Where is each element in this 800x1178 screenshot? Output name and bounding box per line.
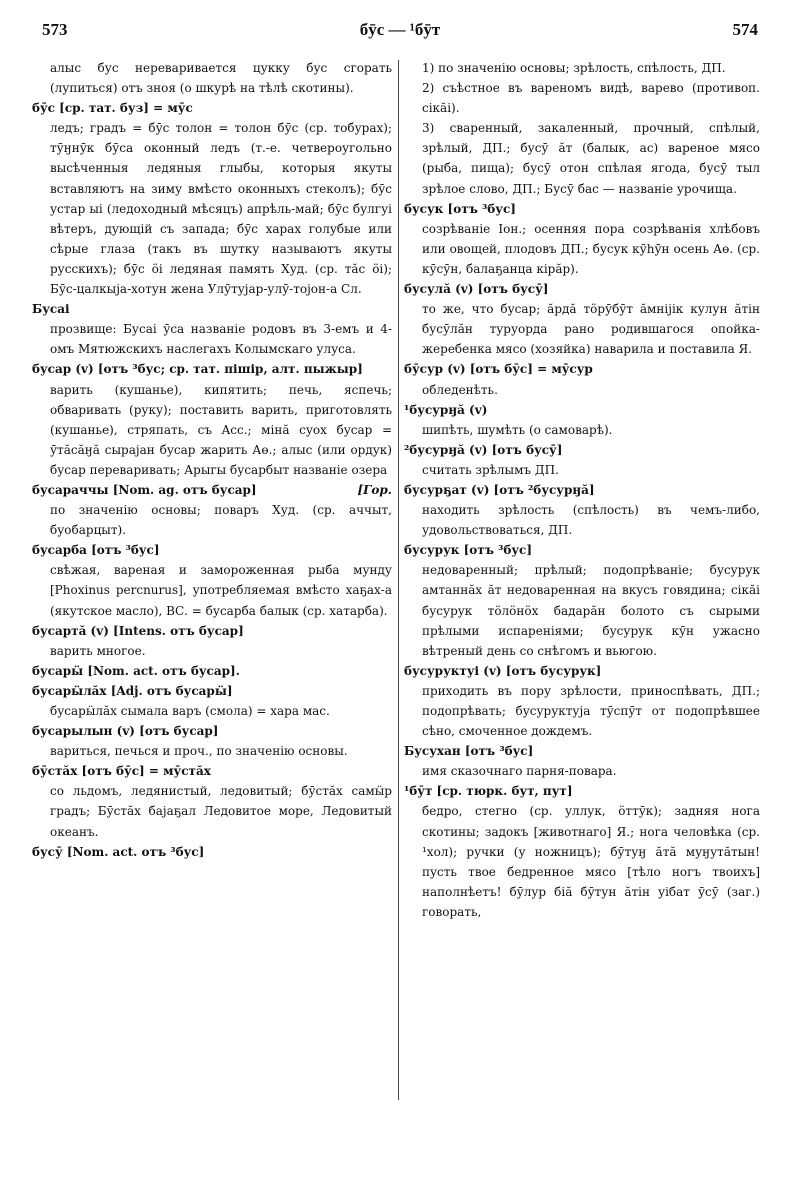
entry [404,540,760,661]
headword: бусулӑ (v) [отъ бусӯ] [404,282,549,297]
headword: ²бусурӈӑ (v) [отъ бусӯ] [404,442,563,457]
definition: обледенѣть. [422,382,498,397]
definition: прозвище: Бусаі ӯса названіе родовъ въ 3-емъ и 4-омъ Мятюжскихъ наслегахъ Колымскаго улуса. [50,322,392,357]
headword: ¹бӯт [ср. тюрк. бут, пут] [404,784,573,799]
definition: варить многое. [50,643,146,658]
entry [32,98,392,299]
entry [404,661,760,741]
entry [404,279,760,359]
headword: бӯсур (v) [отъ бӯс] = мӯсур [404,362,593,377]
headword: бусӯ [Nom. act. отъ ³бус] [32,844,205,859]
headword: Бусухан [отъ ³бус] [404,744,534,759]
sense-3: 3) сваренный, закаленный, прочный, спѣлый, зрѣлый, ДП.; бусӯ ӑт (балык, ас) вареное мясо (рыба, пища); бусӯ отон спѣлая ягода, бусӯ тыл зрѣлое слово, ДП.; Бусӯ бас — названіе урочища. [422,121,760,196]
entry [404,440,760,480]
continuation-text: алыс бус нереваривается цукку бус сгорать (лупиться) отъ зноя (о шкурѣ на тѣлѣ скотины). [50,61,392,96]
definition: считать зрѣлымъ ДП. [422,462,559,477]
entry [404,781,760,922]
headword: бусарылын (v) [отъ бусар] [32,724,219,739]
definition: имя сказочнаго парня-повара. [422,764,617,779]
headword: бусарба [отъ ³бус] [32,543,160,558]
entry [32,842,392,862]
definition: шипѣть, шумѣть (о самоварѣ). [422,422,613,437]
entry [404,741,760,781]
headword: бусук [отъ ³бус] [404,201,516,216]
entry [32,480,392,540]
headword [32,480,392,500]
definition: созрѣваніе Іон.; осенняя пора созрѣванія хлѣбовъ или овощей, плодовъ ДП.; бусук кӯһӯн осень Аө. (ср. кӯсӯн, балаҕанца кірӑр). [422,221,760,276]
entry [32,359,392,480]
headword: бусарӹлӑх [Adj. отъ бусарӹ] [32,683,233,698]
entry [32,761,392,841]
headword: бусурҕат (v) [отъ ²бусурӈӑ] [404,482,595,497]
entry [404,199,760,279]
headword-text: бусараччы [Nom. ag. отъ бусар] [32,482,257,497]
definition: варить (кушанье), кипятить; печь, яспечь; обваривать (руку); поставить варить, приготовлять (кушанье), стряпать, съ Acc.; мінӑ суох бусар = ӯтӑсӑӈӑ сырајан бусар жарить Аө.; алыс (или ордук) бусар переваривать; Арыгы бусарбыт названіе озера [50,382,392,477]
page-header [0,14,800,44]
entry [32,721,392,761]
entry [404,359,760,399]
definition: бедро, стегно (ср. уллук, ӧттӯк); задняя нога скотины; задокъ [животнаго] Я.; нога человѣка (ср. ¹хол); ручки (у ножницъ); бӯтуӈ ӑтӑ муӈутӑтын! пусть твое бедренное мясо [тѣло ногъ твоихъ] наполнѣетъ! бӯлур біӑ бӯтун ӑтін уібат ӯсӯ (заг.) говорать, [422,804,760,919]
definition: вариться, печься и проч., по значенію основы. [50,744,348,759]
definition: то же, что бусар; ӑрдӑ тӧрӯбӯт ӑмніјік кулун ӑтін бусӯлӑн туруорда рано родившагося опойка-жеребенка мясо (хозяйка) наварила и поставила Я. [422,302,760,357]
headword: бӯстӑх [отъ бӯс] = мӯстӑх [32,764,211,779]
definition: со льдомъ, ледянистый, ледовитый; бӯстӑх самӹр градъ; Бӯстӑх бајаҕал Ледовитое море, Ледовитый океанъ. [50,784,392,839]
running-title: бӯс — ¹бӯт [359,20,441,39]
headword: бусартӑ (v) [Intens. отъ бусар] [32,623,244,638]
entry [32,299,392,359]
definition: приходить въ пору зрѣлости, приноспѣвать, ДП.; подопрѣвать; бусуруктуја тӯспӯт от подопрѣвшее сѣно, смоченное дождемъ. [422,683,760,739]
entry [32,621,392,661]
headword: Бусаі [32,302,70,317]
column-divider [398,60,399,1100]
entry [404,400,760,440]
page-number-right: 574 [732,20,758,39]
headword: бӯс [ср. тат. буз] = мӯс [32,101,193,116]
entry [32,661,392,681]
left-column [32,58,392,1162]
headword: бусарӹ [Nom. act. отъ бусар]. [32,663,240,678]
headword: бусар (v) [отъ ³бус; ср. тат. пішір, алт. пыжыр] [32,362,363,377]
entry [32,681,392,721]
definition: находить зрѣлость (спѣлость) въ чемъ-либо, удовольствоваться, ДП. [422,503,760,538]
sense-1: 1) по значенію основы; зрѣлость, спѣлость, ДП. [422,61,726,75]
headword: бусурук [отъ ³бус] [404,543,533,558]
page-number-left: 573 [42,20,68,39]
headword: бусуруктуі (v) [отъ бусурук] [404,663,602,678]
reference: [Гор. [357,482,392,497]
definition: ледъ; градъ = бӯс толон = толон бӯс (ср. тобурах); тӯӈнӯк бӯса оконный ледъ (т.-е. четвероугольно высѣченныя ледяныя глыбы, которыя якуты вставляютъ на зиму вмѣсто оконныхъ стеколъ); бӯс устар ыі (ледоходный мѣсяцъ) апрѣль-май; бӯс булгуі вѣтеръ, дующій съ запада; бӯс харах голубые или сѣрые глаза (такъ въ шутку называютъ якуты русскихъ); бӯс ӧі ледяная память Худ. (ср. тӑс ӧі); Бӯс-цалкыја-хотун жена Улӯтујар-улӯ-тојон-а Сл. [50,121,392,297]
entry [32,540,392,620]
definition: по значенію основы; поваръ Худ. (ср. аччыт, буобарцыт). [50,503,392,538]
entry [404,480,760,540]
sense-2: 2) съѣстное въ вареномъ видѣ, варево (противоп. сікӑі). [422,81,760,116]
definition: свѣжая, вареная и замороженная рыба мунду [Phoxinus percnurus], употребляемая вмѣсто хаҕах-а (якутское масло), ВС. = бусарба балык (ср. хатарба). [50,563,392,618]
definition: недоваренный; прѣлый; подопрѣваніе; бусурук амтаннӑх ӑт недоваренная на вкусъ говядина; сікӑі бусурук тӧлӧнӧх бадарӑн болото съ сырыми прѣлыми испареніями; бусурук кӯн ужасно вѣтреный день со снѣгомъ и вьюгою. [422,563,760,658]
definition: бусарӹлӑх сымала варъ (смола) = хара мас. [50,704,330,718]
headword: ¹бусурӈӑ (v) [404,402,488,417]
right-column [404,58,760,1162]
